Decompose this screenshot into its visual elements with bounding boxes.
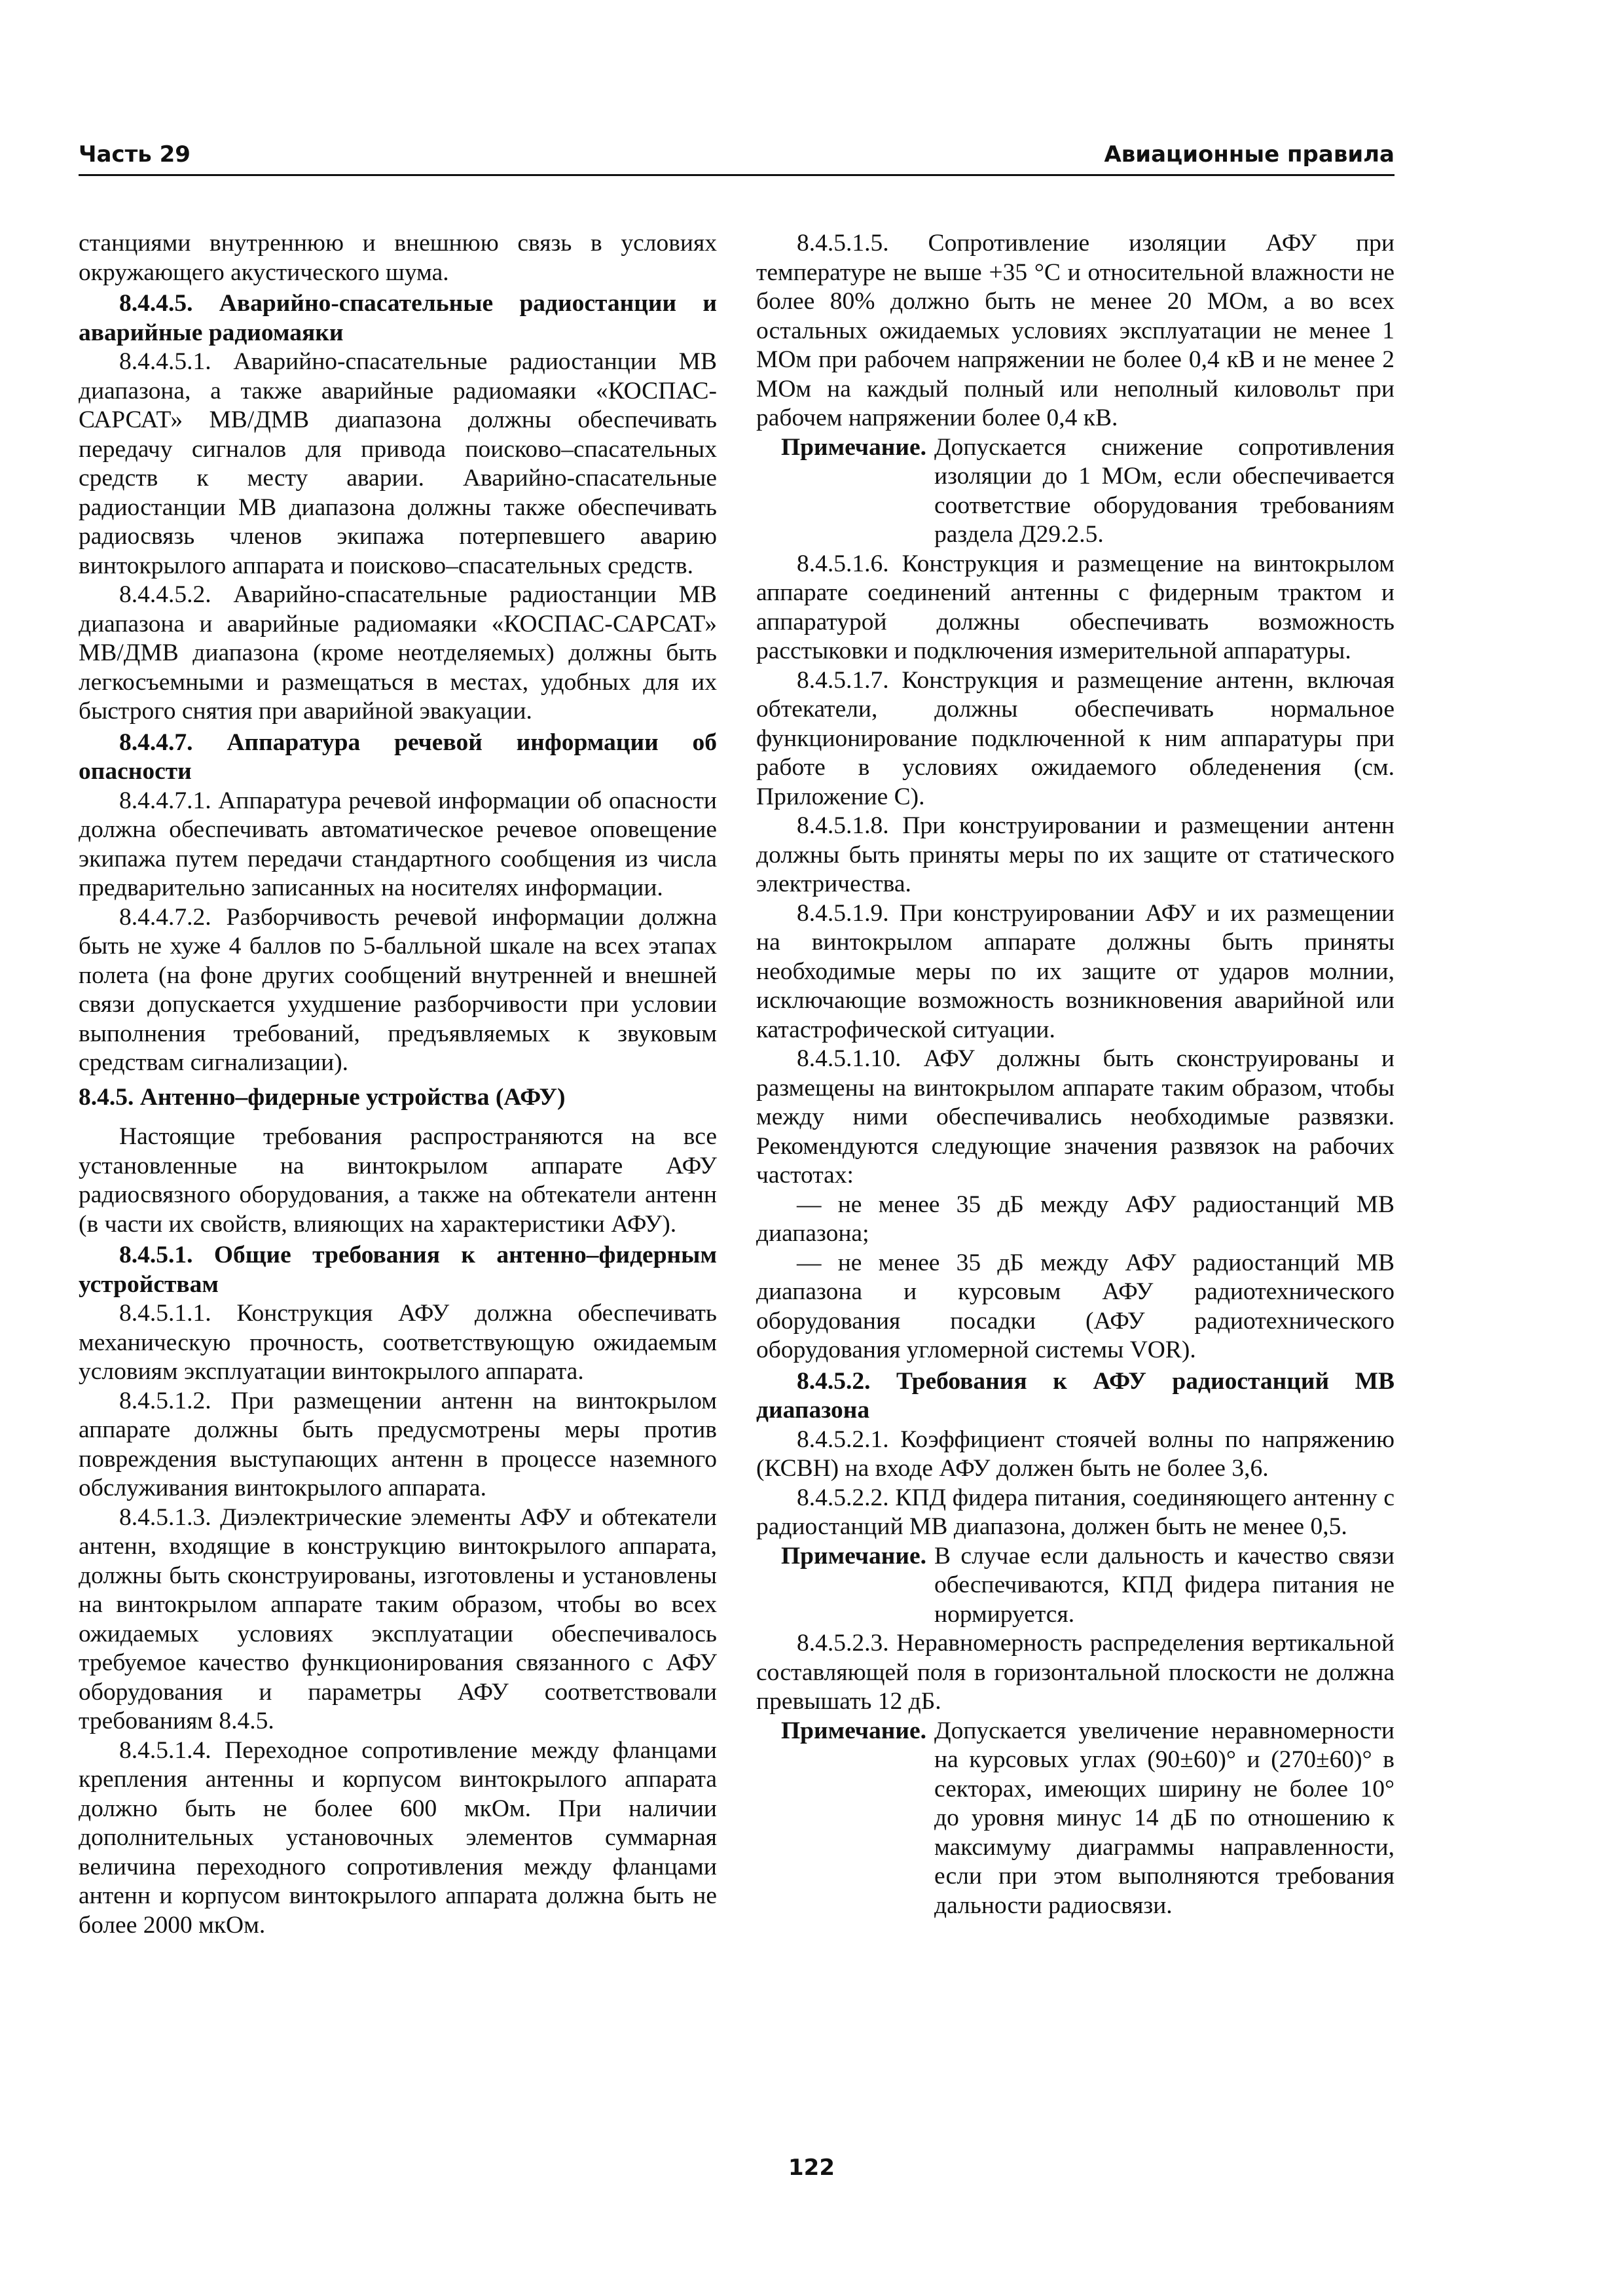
list-item: — не менее 35 дБ между АФУ радиостанций МВ диапазона и курсовым АФУ радиотехнического оборудования посадки (АФУ радиотехнического оборудования угломерной системы VOR). <box>756 1249 1395 1363</box>
paragraph: 8.4.5.1.3. Диэлектрические элементы АФУ и обтекатели антенн, входящие в конструкцию винтокрылого аппарата, должны быть сконструированы, изготовлены и установлены на винтокрылом аппарате таким образом, чтобы во всех ожидаемых условиях эксплуатации обеспечивалось требуемое качество функционирования связанного с АФУ оборудования и параметры АФУ соответствовали требованиям 8.4.5. <box>79 1503 717 1734</box>
right-column <box>756 229 1395 1920</box>
paragraph: 8.4.5.1.8. При конструировании и размещении антенн должны быть приняты меры по их защите от статического электричества. <box>756 812 1395 897</box>
section-heading <box>79 289 717 348</box>
paragraph: 8.4.5.1.5. Сопротивление изоляции АФУ при температуре не выше +35 °С и относительной влажности не более 80% должно быть не менее 20 МОм, а во всех остальных ожидаемых условиях эксплуатации не менее 1 МОм при рабочем напряжении не более 0,4 кВ и не менее 2 МОм на каждый полный или неполный киловольт при рабочем напряжении более 0,4 кВ. <box>756 230 1395 431</box>
paragraph: 8.4.4.5.2. Аварийно-спасательные радиостанции МВ диапазона и аварийные радиомаяки «КОСПАС-САРСАТ» МВ/ДМВ диапазона (кроме неотделяемых) должны быть легкосъемными и размещаться в местах, удобных для их быстрого снятия при аварийной эвакуации. <box>79 581 717 725</box>
note-label: Примечание. <box>780 433 926 461</box>
note <box>756 1717 1395 1921</box>
header-part-label: Часть 29 <box>79 141 191 168</box>
paragraph: станциями внутреннюю и внешнюю связь в условиях окружающего акустического шума. <box>79 230 717 286</box>
paragraph: 8.4.5.1.6. Конструкция и размещение на винтокрылом аппарате соединений антенны с фидерным трактом и аппаратурой должны обеспечивать возможность расстыковки и подключения измерительной аппаратуры. <box>756 550 1395 664</box>
note-label: Примечание. <box>780 1717 926 1744</box>
note <box>756 1542 1395 1630</box>
section-title: . Аварийно-спасательные радиостанции и аварийные радиомаяки <box>79 290 717 346</box>
note-text: Допускается увеличение неравномерности на курсовых углах (90±60)° и (270±60)° в секторах, имеющих ширину не более 10° до уровня минус 14 дБ по отношению к максимуму диаграммы направленности, если при этом выполняются требования дальности радиосвязи. <box>934 1717 1395 1919</box>
note-label: Примечание. <box>780 1542 926 1570</box>
section-number: 8.4.4.5 <box>119 290 187 317</box>
page-header <box>79 137 1395 176</box>
section-heading: 8.4.5.2. Требования к АФУ радиостанций МВ диапазона <box>756 1367 1395 1424</box>
paragraph: 8.4.5.2.2. КПД фидера питания, соединяющего антенну с радиостанций МВ диапазона, должен быть не менее 0,5. <box>756 1484 1395 1540</box>
paragraph: 8.4.5.2.1. Коэффициент стоячей волны по напряжению (КСВН) на входе АФУ должен быть не более 3,6. <box>756 1426 1395 1482</box>
page-number: 122 <box>788 2155 835 2181</box>
paragraph: 8.4.5.1.2. При размещении антенн на винтокрылом аппарате должны быть предусмотрены меры против повреждения выступающих антенн в процессе наземного обслуживания винтокрылого аппарата. <box>79 1387 717 1501</box>
paragraph: Настоящие требования распространяются на все установленные на винтокрылом аппарате АФУ радиосвязного оборудования, а также на обтекатели антенн (в части их свойств, влияющих на характеристики АФУ). <box>79 1123 717 1238</box>
note <box>756 433 1395 550</box>
left-column <box>79 229 717 1940</box>
note-text: Допускается снижение сопротивления изоляции до 1 МОм, если обеспечивается соответствие оборудования требованиям раздела Д29.2.5. <box>934 433 1395 548</box>
header-document-title: Авиационные правила <box>1104 141 1395 168</box>
paragraph: 8.4.5.1.4. Переходное сопротивление между фланцами крепления антенны и корпусом винтокрылого аппарата должно быть не более 600 мкОм. При наличии дополнительных установочных элементов суммарная величина переходного сопротивления между фланцами антенн и корпусом винтокрылого аппарата должна быть не более 2000 мкОм. <box>79 1736 717 1939</box>
paragraph: 8.4.5.1.1. Конструкция АФУ должна обеспечивать механическую прочность, соответствующую ожидаемым условиям эксплуатации винтокрылого аппарата. <box>79 1300 717 1385</box>
paragraph: 8.4.4.5.1. Аварийно-спасательные радиостанции МВ диапазона, а также аварийные радиомаяки «КОСПАС-САРСАТ» МВ/ДМВ диапазона должны обеспечивать передачу сигналов для привода поисково–спасательных средств к месту аварии. Аварийно-спасательные радиостанции МВ диапазона должны также обеспечивать радиосвязь членов экипажа потерпевшего аварию винтокрылого аппарата и поисково–спасательных средств. <box>79 348 717 579</box>
paragraph: 8.4.5.1.7. Конструкция и размещение антенн, включая обтекатели, должны обеспечивать нормальное функционирование подключенной к ним аппаратуры при работе в условиях ожидаемого обледенения (см. Приложение С). <box>756 666 1395 810</box>
list-item: — не менее 35 дБ между АФУ радиостанций МВ диапазона; <box>756 1191 1395 1247</box>
section-heading: 8.4.4.7. Аппаратура речевой информации об опасности <box>79 728 717 785</box>
section-heading: 8.4.5.1. Общие требования к антенно–фидерным устройствам <box>79 1242 717 1298</box>
paragraph: 8.4.5.1.10. АФУ должны быть сконструированы и размещены на винтокрылом аппарате таким образом, чтобы между ними обеспечивались необходимые развязки. Рекомендуются следующие значения развязок на рабочих частотах: <box>756 1045 1395 1189</box>
chapter-heading: 8.4.5. Антенно–фидерные устройства (АФУ) <box>79 1083 566 1111</box>
paragraph: 8.4.4.7.2. Разборчивость речевой информации должна быть не хуже 4 баллов по 5-балльной шкале на всех этапах полета (на фоне других сообщений внутренней и внешней связи допускается ухудшение разборчивости при условии выполнения требований, предъявляемых к звуковым средствам сигнализации). <box>79 903 717 1076</box>
paragraph: 8.4.5.1.9. При конструировании АФУ и их размещении на винтокрылом аппарате должны быть приняты необходимые меры по их защите от ударов молнии, исключающие возможность возникновения аварийной или катастрофической ситуации. <box>756 899 1395 1043</box>
paragraph: 8.4.5.2.3. Неравномерность распределения вертикальной составляющей поля в горизонтальной плоскости не должна превышать 12 дБ. <box>756 1630 1395 1715</box>
note-text: В случае если дальность и качество связи обеспечиваются, КПД фидера питания не нормируется. <box>934 1542 1395 1628</box>
paragraph: 8.4.4.7.1. Аппаратура речевой информации об опасности должна обеспечивать автоматическое речевое оповещение экипажа путем передачи стандартного сообщения из числа предварительно записанных на носителях информации. <box>79 787 717 901</box>
